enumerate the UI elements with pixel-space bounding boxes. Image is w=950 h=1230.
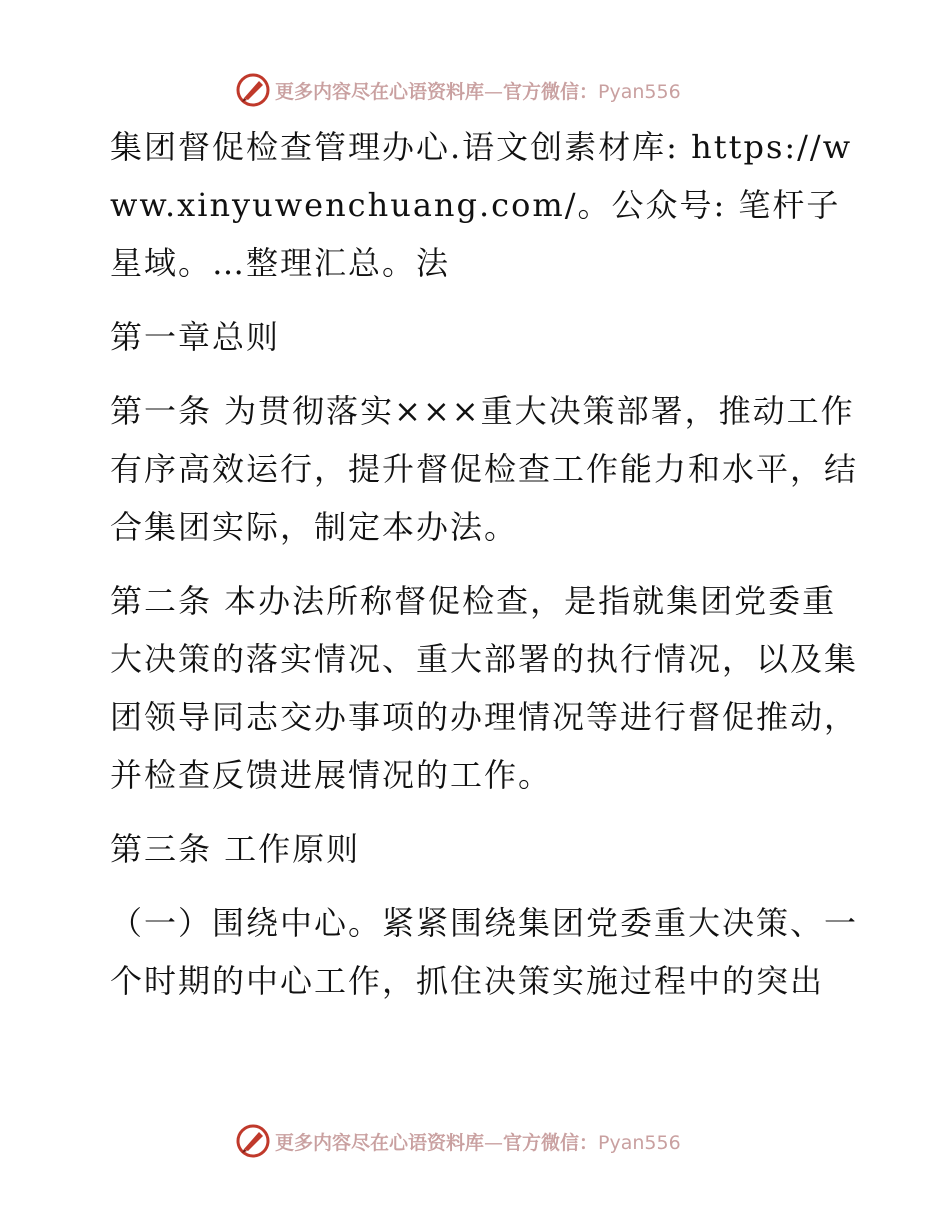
watermark-wechat-label: 官方微信： <box>503 1131 599 1154</box>
article-2-paragraph: 第二条 本办法所称督促检查，是指就集团党委重大决策的落实情况、重大部署的执行情况，以及集团领导同志交办事项的办理情况等进行督促推动，并检查反馈进展情况的工作。 <box>110 582 859 794</box>
pen-logo-icon <box>235 1123 271 1159</box>
header-watermark <box>235 70 715 110</box>
watermark-separator: — <box>484 1131 504 1154</box>
document-body <box>98 118 858 1026</box>
article-1-paragraph: 第一条 为贯彻落实×××重大决策部署，推动工作有序高效运行，提升督促检查工作能力和水平，结合集团实际，制定本办法。 <box>110 392 859 546</box>
article-3-heading: 第三条 工作原则 <box>110 830 361 868</box>
watermark-wechat-label: 官方微信： <box>503 80 599 103</box>
pen-logo-icon <box>235 72 271 108</box>
chapter-heading: 第一章总则 <box>110 318 281 356</box>
footer-watermark <box>235 1121 715 1161</box>
watermark-separator: — <box>484 80 504 103</box>
watermark-text <box>275 1128 681 1155</box>
watermark-wechat-id: Pyan556 <box>598 1131 681 1154</box>
watermark-site-label: 更多内容尽在心语资料库 <box>275 1131 485 1154</box>
watermark-wechat-id: Pyan556 <box>598 80 681 103</box>
intro-paragraph: 集团督促检查管理办心.语文创素材库: https://www.xinyuwenchuang.com/。公众号: 笔杆子星域。…整理汇总。法 <box>110 128 853 282</box>
watermark-text <box>275 77 681 104</box>
watermark-site-label: 更多内容尽在心语资料库 <box>275 80 485 103</box>
principle-1-paragraph: （一）围绕中心。紧紧围绕集团党委重大决策、一个时期的中心工作，抓住决策实施过程中的突出 <box>110 904 859 1000</box>
